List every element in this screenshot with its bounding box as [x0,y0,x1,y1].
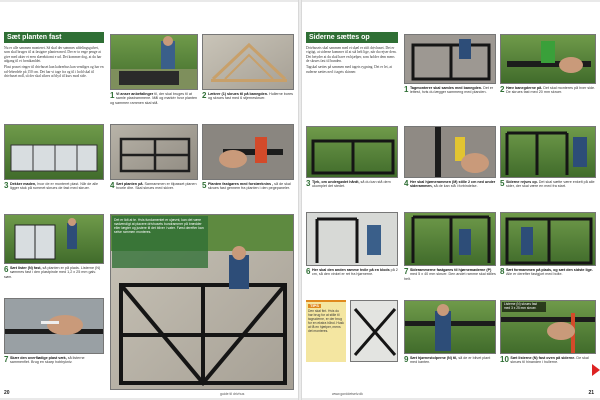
step-5-text: så de skal skrues fast gennem fra planten i den pegepaneler. [207,182,291,191]
step-3-number: 3 [4,182,9,190]
r-step-3-caption [306,180,398,208]
step-5-caption [202,182,294,212]
r-step-10-text: De skal skrues til hinanden i hullerne. [510,356,589,365]
photo-r-step-1 [404,34,496,84]
step-4-number: 4 [110,182,115,190]
r-step-2-text: Det skal monteres på hver side. De skrues fast med 20 mm skruer. [505,86,596,95]
step-6-lead: Sæt lister (N) fast, [9,266,42,270]
r-step-5-caption [500,180,596,208]
next-page-arrow-icon[interactable] [592,364,600,376]
r-step-1-lead: Tagmonterer skal samles med banegden. [409,86,483,90]
photo-r-step-3 [306,126,398,178]
photo-step-6 [4,214,104,264]
photo-tip [350,300,398,362]
r-step-4-caption [404,180,496,208]
step-4-lead: Sæt planten på. [115,182,144,186]
right-intro [306,46,398,124]
step-4-caption [110,182,198,212]
left-page [0,2,298,398]
step-2-lead: Lækrer (1) skrues til på banegden. [207,92,268,96]
r-step-1-number: 1 [404,86,409,94]
r-step-8-number: 8 [500,268,505,276]
photo-step-4 [110,124,198,180]
r-step-7-number: 7 [404,268,409,276]
r-step-10-number: 10 [500,356,509,364]
step-2-number: 2 [202,92,207,100]
step-5-lead: Planten fastgøres med forstærknins , [207,182,274,186]
r-step-2-lead: Hæv banegderne på. [505,86,543,90]
photo-r-step-7 [404,212,496,266]
r-step-4-text: så de kan stå i forbindelse. [433,184,478,189]
r-step-1-text: Det er lettest, hvis du lægger sammeng med planden. [409,86,494,95]
photo-label-box: Listerne (N) skrues fast med 3 x 25 mm skruer. [502,302,546,312]
step-1-number: 1 [110,92,115,100]
r-step-7-text: med 5 x 40 mm skruer. Den andet ramme skal stilles helt. [404,272,496,281]
photo-step-3 [4,124,104,180]
left-intro-p2: Plast pruset ringer til drivhuset kan kabrerhus kan vendiges og har en ral-leberdele på 150 cm. Det har vi tage fra og til i hold skal til drivhuset mdl, så der skal sikres at blyd til kurs mod side. [4,65,104,78]
step-4-text: Samrammen er tilpasset planen hvorle dhe. Skal skrues med skiver. [115,182,197,191]
info-overlay: Det er lidt at te. Hvis fundamentet er ujævnt, kan det være nødvendigt at placere drivhusets bundrammer på brædder eller lægter og justere til det bliver i vater. Først derefter kan selve rammen monteres. [112,216,208,268]
r-step-3-lead: Tjek, om undergødet hårdt, [311,180,360,184]
right-page [302,2,600,398]
step-7-lead: Skær den overflødige plast væk, [9,356,67,360]
right-intro-p2: Tagskal sættes på sammen med tagets rygning. Det er let, at ruderne sættes ned i tagets skinner. [306,65,392,74]
r-step-3-number: 3 [306,180,311,188]
photo-step-7 [4,298,104,354]
r-step-6-text: på 2 cm, så den vinkel er ret fra hjørnerne. [311,268,398,277]
step-3-text: hvor de er monteret plast. Når de alle ligger stuk på rummet skrues de fast med skruer. [9,182,99,191]
r-step-5-lead: Siderne rejses op. [505,180,538,184]
r-step-2-caption [500,86,596,116]
step-6-number: 6 [4,266,9,274]
r-step-7-lead: Siderammerne fastgøres til hjørnemøderne (P) [409,268,492,272]
r-step-10-lead: Sæt listerne (N) fast oven på siderne. [510,356,576,360]
step-6-caption [4,266,104,294]
tip-box [306,300,346,362]
r-step-9-text: så de er blivet plant med kanten. [409,356,491,365]
step-1-text: til, der skal bruges til at samle plastrammene. Mål og markér hvor planten og sammen rammen skal stå. [110,92,198,105]
tip-label: TIPS [310,303,319,308]
right-footer: www.gorddetselv.dk [332,392,363,396]
photo-r-step-4 [404,126,496,178]
photo-r-step-6 [306,212,398,266]
right-intro-p1: Drivhusets skal sammen med et skæl er stift drivhuset. Det er vigtigt, at siderne kommer til at stå helt lige, når du rejser dem. Det betyder at du skal have en hjælper, som holder dem mens de skrues fast til bunden. [306,46,397,64]
r-step-8-lead: Sæt formammen på plads, og sæt den sidste lige. [505,268,593,272]
step-6-text: så planten er på plads. Listerne (N) sømmes fast i den plastpinde med 1,2 x 25 mm galv. søm. [4,266,101,279]
r-step-4-lead: Her skal hjørnerammen (M) stille 2 cm ned under siderammen, [409,180,496,189]
r-step-9-lead: Sæt hjørnestolperne (N) til, [409,356,458,360]
left-intro [4,46,104,118]
step-3-caption [4,182,104,212]
step-1-caption [110,92,198,124]
photo-r-step-9 [404,300,496,354]
r-step-7-caption [404,268,496,296]
r-step-6-lead: Her skal den anden ramme hvile på en klods [311,268,390,272]
step-2-caption [202,92,294,124]
r-step-9-caption [404,356,496,382]
step-3-lead: Dekker maden, [9,182,37,186]
r-step-3-text: så du kan stå dem ukomplet det stedet. [311,180,391,189]
tip-text: Den skal fint. Hvis du har brug for at stille til tagruderne, er der brug for en ekstra hånd. Husk at få en hjælper, mens det monteres. [308,309,344,333]
r-step-1-caption [404,86,496,116]
photo-step-1 [110,34,198,90]
right-page-number: 21 [588,390,594,396]
photo-r-step-8 [500,212,596,266]
r-step-5-number: 5 [500,180,505,188]
step-7-number: 7 [4,356,9,364]
step-1-lead: Vi anser anbefalinger [115,92,154,96]
step-7-text: så listerne sammenflet. Brug en skarp hobbykniv. [9,356,85,365]
left-footer: guide til drivhus [220,392,245,396]
r-step-6-number: 6 [306,268,311,276]
left-section-title: Sæt planten fast [4,32,104,43]
step-2-text: Hullerne bores og skrues fast med 6 stjerneskruer. [207,92,294,101]
r-step-5-text: Det skal sætte være enkelt på alle sider, der skal være en med fra start. [505,180,595,189]
photo-step-5 [202,124,294,180]
r-step-10-caption [500,356,592,382]
r-step-8-caption [500,268,596,296]
left-intro-p1: Nu er alle sammen monteret. Så skal der sømmes afdelingsgulvet, som skal bruges til at fastgøre planten med. Der er to enge penge at give med akter et eren slærektiomt e ud. Det kommer dog, at du har adgang til et fornikanldet. [4,46,102,64]
left-page-number: 20 [4,390,10,396]
photo-r-step-5 [500,126,596,178]
r-step-6-caption [306,268,398,296]
r-step-9-number: 9 [404,356,409,364]
step-7-caption [4,356,104,384]
r-step-4-number: 4 [404,180,409,188]
photo-step-2 [202,34,294,90]
r-step-8-text: Alle er derefter fastgjort med bolte. [505,272,563,277]
photo-r-step-2 [500,34,596,84]
step-5-number: 5 [202,182,207,190]
r-step-2-number: 2 [500,86,505,94]
right-section-title: Siderne sættes op [306,32,398,43]
